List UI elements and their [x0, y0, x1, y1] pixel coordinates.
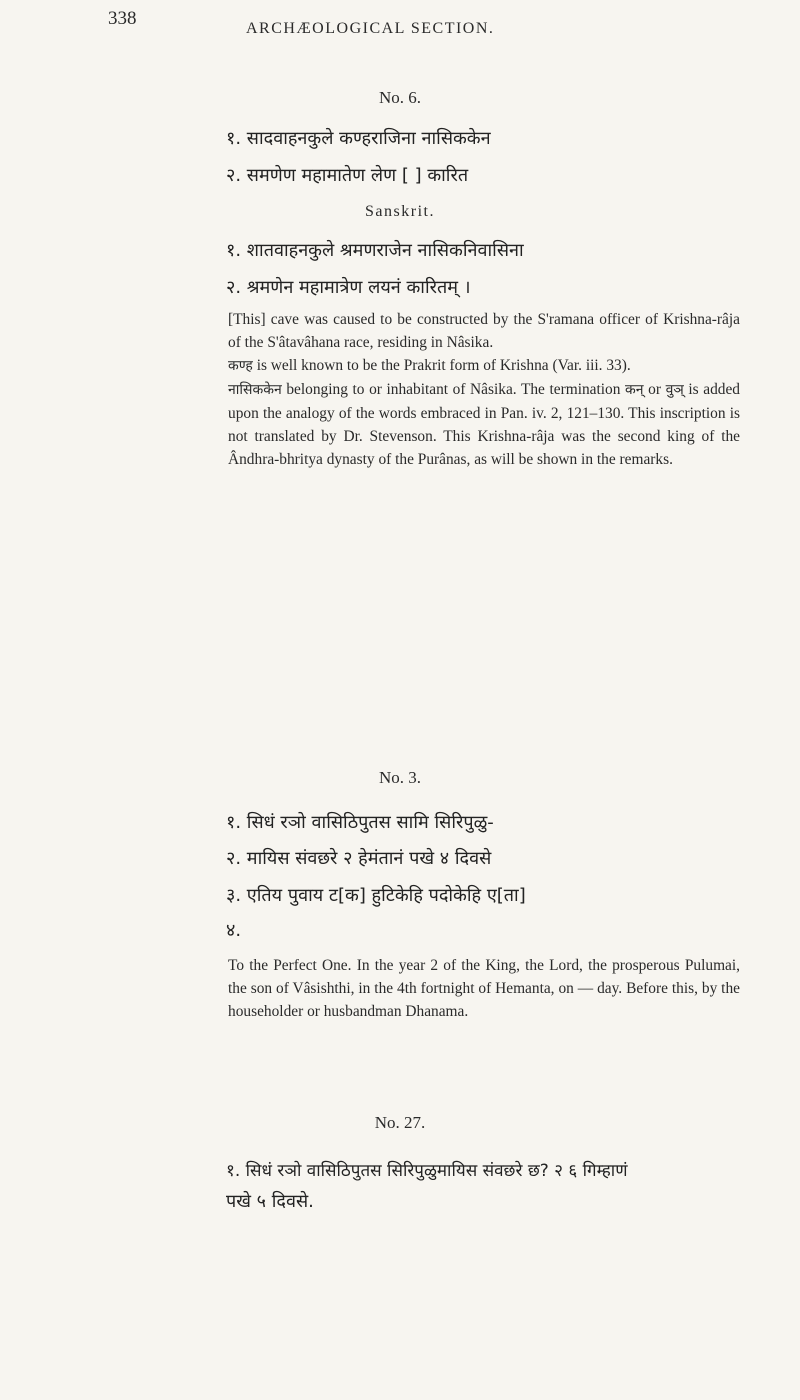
devanagari-term: कन् [625, 382, 644, 398]
inscription-line-2: पखे ५ दिवसे. [226, 1191, 314, 1212]
page-header [108, 8, 740, 38]
translation-text: is added upon the analogy of the words embraced in Pan. iv. 2, 121–130. This inscription is not translated by Dr. Stevenson. This Krishna-râja was the second king of the Ândhra-bhritya dynasty of the Purânas, as will be shown in the remarks. [228, 381, 740, 468]
inscription-line-2: २. मायिस संवछरे २ हेमंतानं पखे ४ दिवसे [226, 848, 492, 869]
section-title-no-6: No. 6. [378, 88, 422, 107]
translation-paragraph-no-6 [228, 308, 740, 471]
inscription-line-1: १. सिधं रञो वासिठिपुतस सिरिपुळुमायिस संवछरे छ? २ ६ गिम्हाणं [226, 1161, 628, 1181]
devanagari-term: कण्ह [228, 358, 253, 374]
translation-text: [This] cave was caused to be constructed by the S'ramana officer of Krishna-râja of the S'âtavâhana race, residing in Nâsika. [228, 311, 740, 351]
section-title-no-27: No. 27. [374, 1113, 426, 1132]
running-head: ARCHÆOLOGICAL SECTION. [246, 20, 495, 37]
inscription-line-3: ३. एतिय पुवाय ट[क] हुटिकेहि पदोकेहि ए[ता] [226, 885, 526, 906]
inscription-line-2: २. समणेण महामातेण लेण [ ] कारित [226, 165, 469, 186]
translation-text: is well known to be the Prakrit form of Krishna (Var. iii. 33). [252, 357, 631, 374]
translation-text: belonging to or inhabitant of Nâsika. The termination [281, 381, 626, 398]
page-number: 338 [108, 8, 137, 29]
section-title-no-3: No. 3. [378, 768, 422, 787]
sanskrit-line-1: १. शातवाहनकुले श्रमणराजेन नासिकनिवासिना [226, 240, 524, 261]
sanskrit-line-2: २. श्रमणेन महामात्रेण लयनं कारितम् । [226, 277, 471, 298]
translation-paragraph-no-3: To the Perfect One. In the year 2 of the King, the Lord, the prosperous Pulumai, the son of Vâsishthi, in the 4th fortnight of Hemanta, on — day. Before this, by the householder or husbandman Dhanama. [228, 957, 740, 1020]
devanagari-term: वुञ् [665, 382, 684, 398]
devanagari-term: नासिककेन [228, 382, 282, 398]
sanskrit-heading: Sanskrit. [365, 203, 435, 220]
inscription-line-1: १. सिधं रञो वासिठिपुतस सामि सिरिपुळु- [226, 812, 494, 833]
inscription-line-4: ४. [226, 920, 242, 941]
translation-text: or [643, 381, 666, 398]
inscription-line-1: १. सादवाहनकुले कण्हराजिना नासिककेन [226, 128, 491, 149]
